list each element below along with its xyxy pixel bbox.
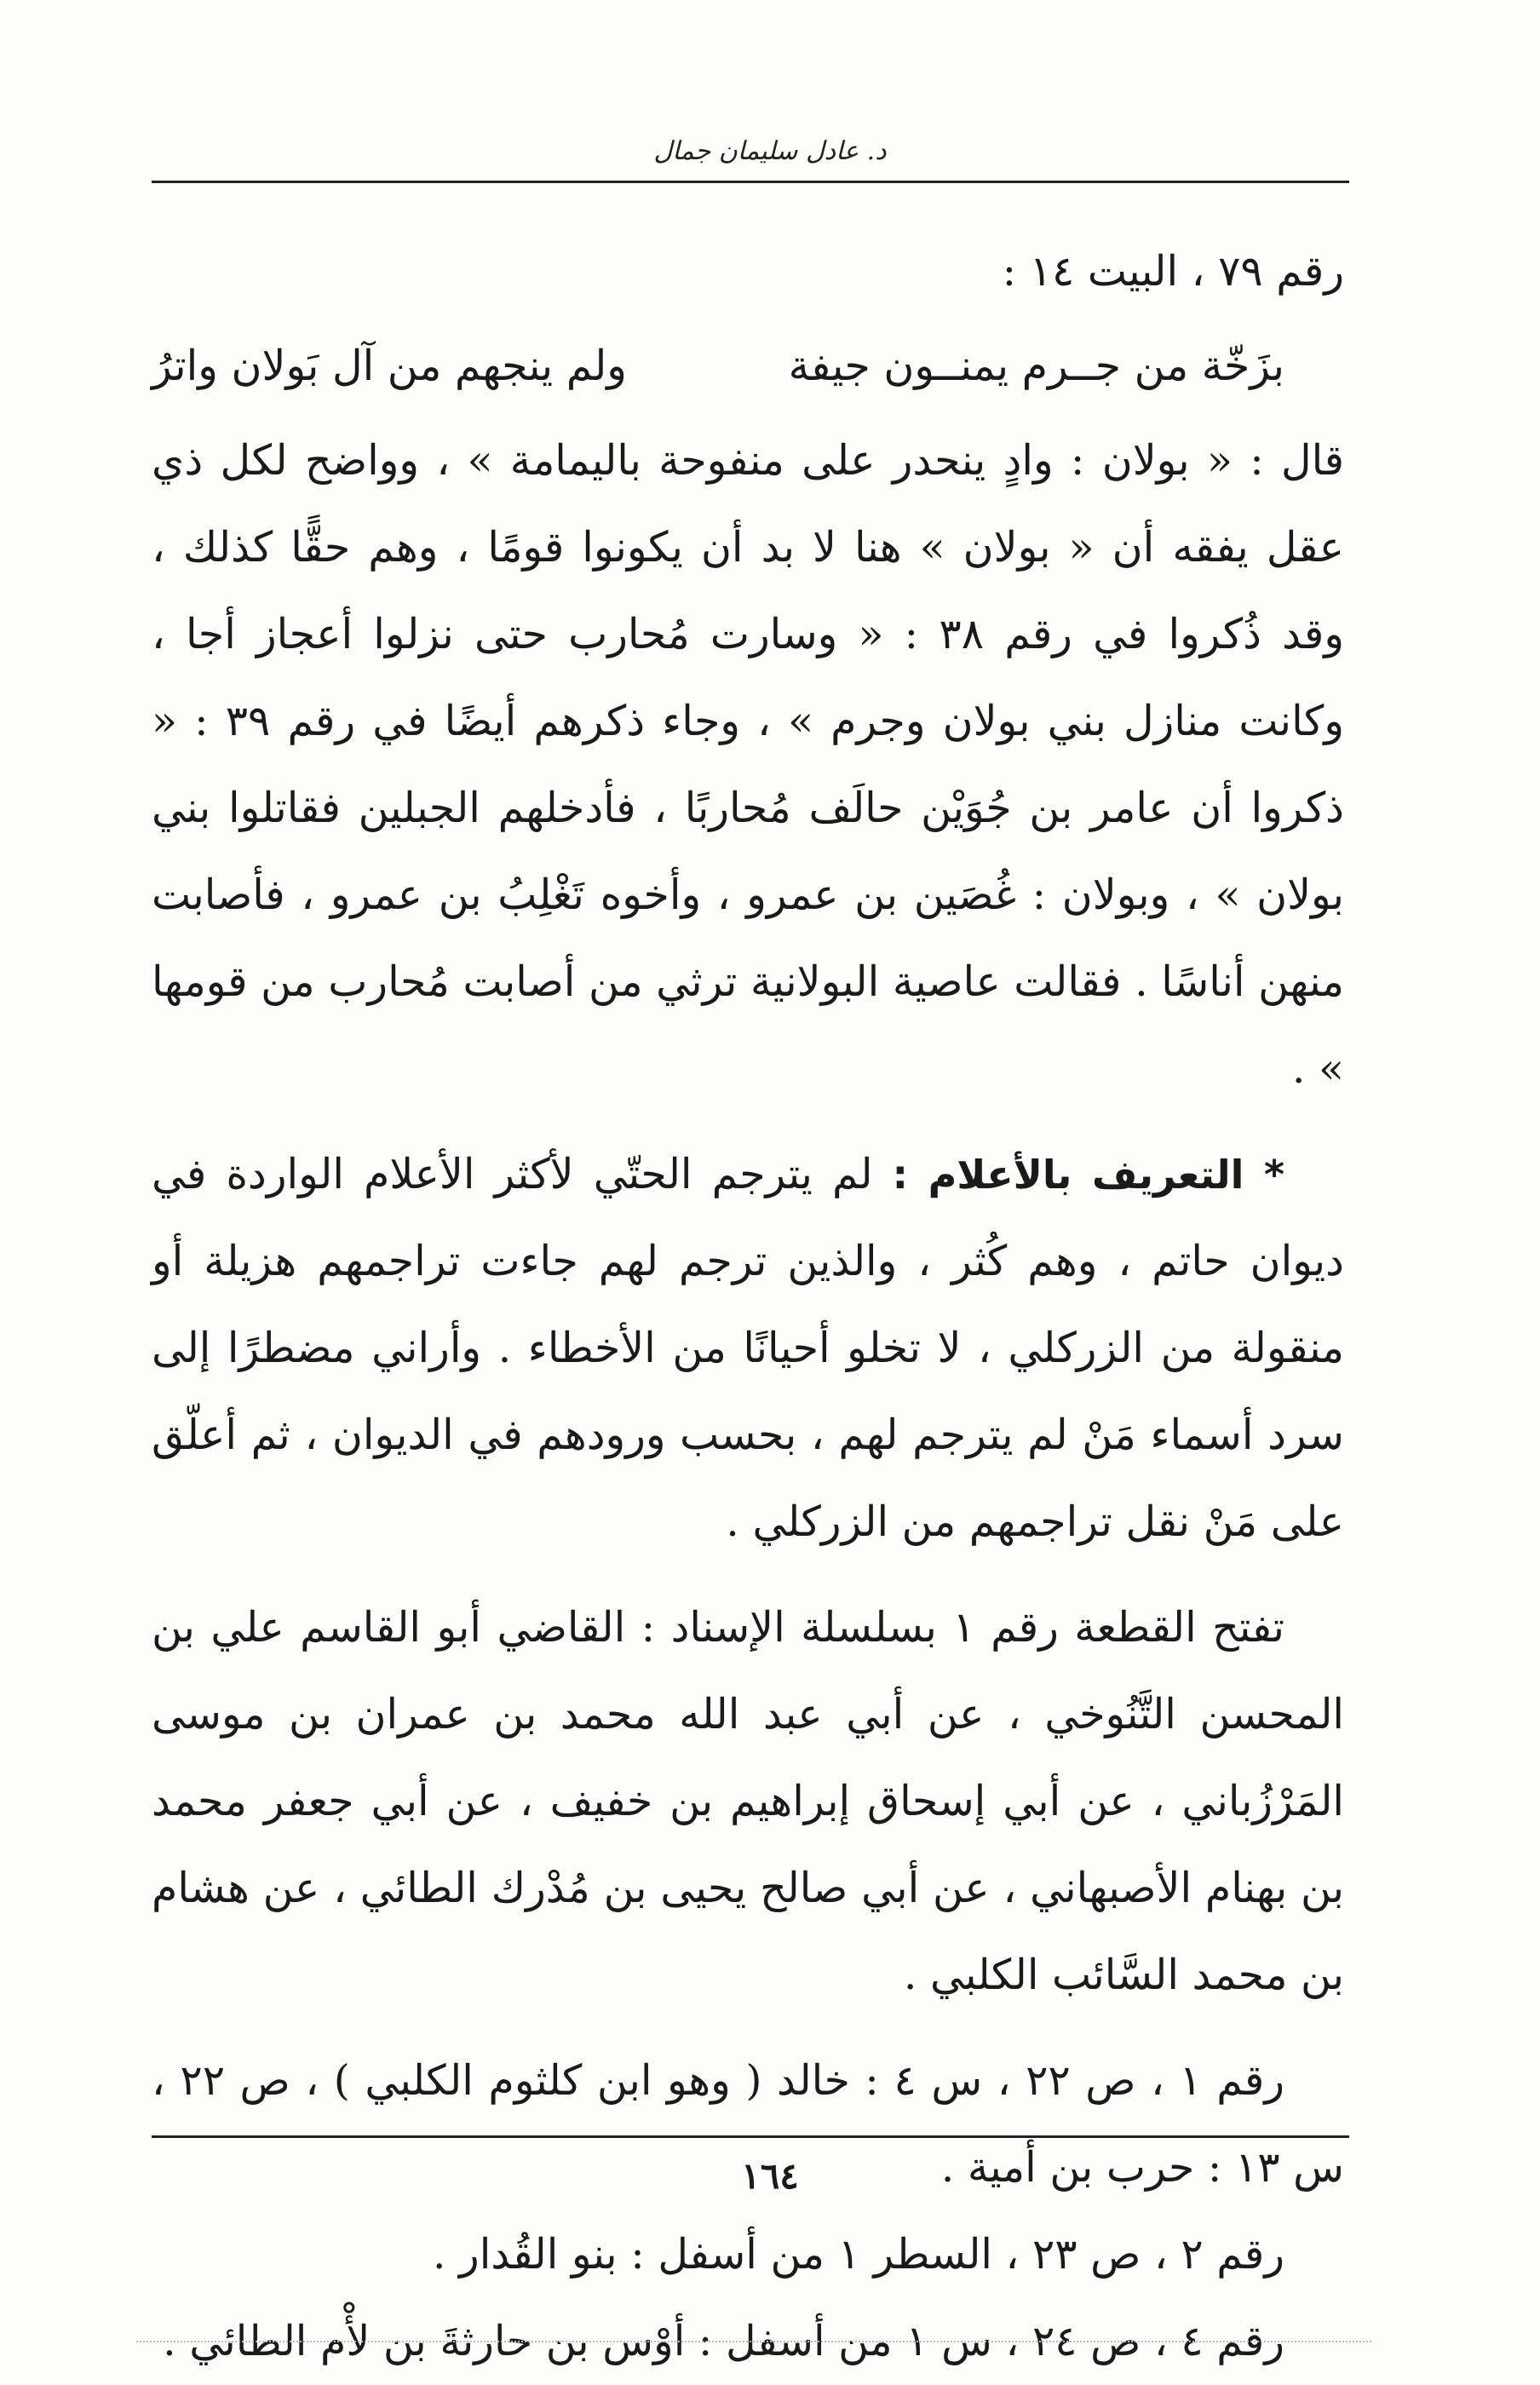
footer-rule [152, 2135, 1349, 2138]
paragraph-bawlan: قال : « بولان : وادٍ ينحدر على منفوحة باليمامة » ، وواضح لكل ذي عقل يفقه أن « بولان » هنا لا بد أن يكونوا قومًا ، وهم حقًّا كذلك ، وقد ذُكروا في رقم ٣٨ : « وسارت مُحارب حتى نزلوا أعجاز أجا ، وكانت منازل بني بولان وجرم » ، وجاء ذكرهم أيضًا في رقم ٣٩ : « ذكروا أن عامر بن جُوَيْن حالَف مُحاربًا ، فأدخلهم الجبلين فقاتلوا بني بولان » ، وبولان : غُصَين بن عمرو ، وأخوه تَغْلِبُ بن عمرو ، فأصابت منهن أناسًا . فقالت عاصية البولانية ترثي من أصابت مُحارب من قومها » . [152, 436, 1344, 1093]
paragraph-introduction-text: لم يترجم الحتّي لأكثر الأعلام الواردة في ديوان حاتم ، وهم كُثر ، والذين ترجم لهم جاءت تراجمهم هزيلة أو منقولة من الزركلي ، لا تخلو أحيانًا من الأخطاء . وأراني مضطرًا إلى سرد أسماء مَنْ لم يترجم لهم ، بحسب ورودهم في الديوان ، ثم أعلّق على مَنْ نقل تراجمهم من الزركلي . [152, 1150, 1344, 1546]
paragraph-isnad: تفتح القطعة رقم ١ بسلسلة الإسناد : القاضي أبو القاسم علي بن المحسن التَّنُوخي ، عن أبي عبد الله محمد بن عمران بن موسى المَرْزُباني ، عن أبي إسحاق إبراهيم بن خفيف ، عن أبي جعفر محمد بن بهنام الأصبهاني ، عن أبي صالح يحيى بن مُدْرك الطائي ، عن هشام بن محمد السَّائب الكلبي . [152, 1603, 1344, 1999]
entry-4: رقم ٤ ، ص ٢٤ ، س ١ من أسفل : أوْس بن حارثةَ بن لأْم الطائي . [163, 2317, 1284, 2365]
entry-2: رقم ٢ ، ص ٢٣ ، السطر ١ من أسفل : بنو القُدار . [432, 2230, 1284, 2279]
reference-79: رقم ٧٩ ، البيت ١٤ : [1002, 247, 1344, 296]
page-number: ١٦٤ [741, 2155, 799, 2197]
verse-second-hemistich: ولم ينجهم من آل بَولان واترُ [152, 342, 627, 390]
running-head: د. عادل سليمان جمال [653, 136, 887, 166]
poetry-verse [152, 315, 1284, 417]
entry-1: رقم ١ ، ص ٢٢ ، س ٤ : خالد ( وهو ابن كلثوم الكلبي ) ، ص ٢٢ ، س ١٣ : حرب بن أمية . [152, 2056, 1344, 2192]
verse-first-hemistich: بزَخّة من جــرم يمنــون جيفة [788, 342, 1284, 390]
body-text [152, 228, 1344, 2385]
header-rule [152, 181, 1349, 183]
section-heading: * التعريف بالأعلام : [892, 1152, 1285, 1198]
paragraph-introduction-of-names [152, 1131, 1344, 1566]
scan-edge-line [136, 2341, 1371, 2342]
